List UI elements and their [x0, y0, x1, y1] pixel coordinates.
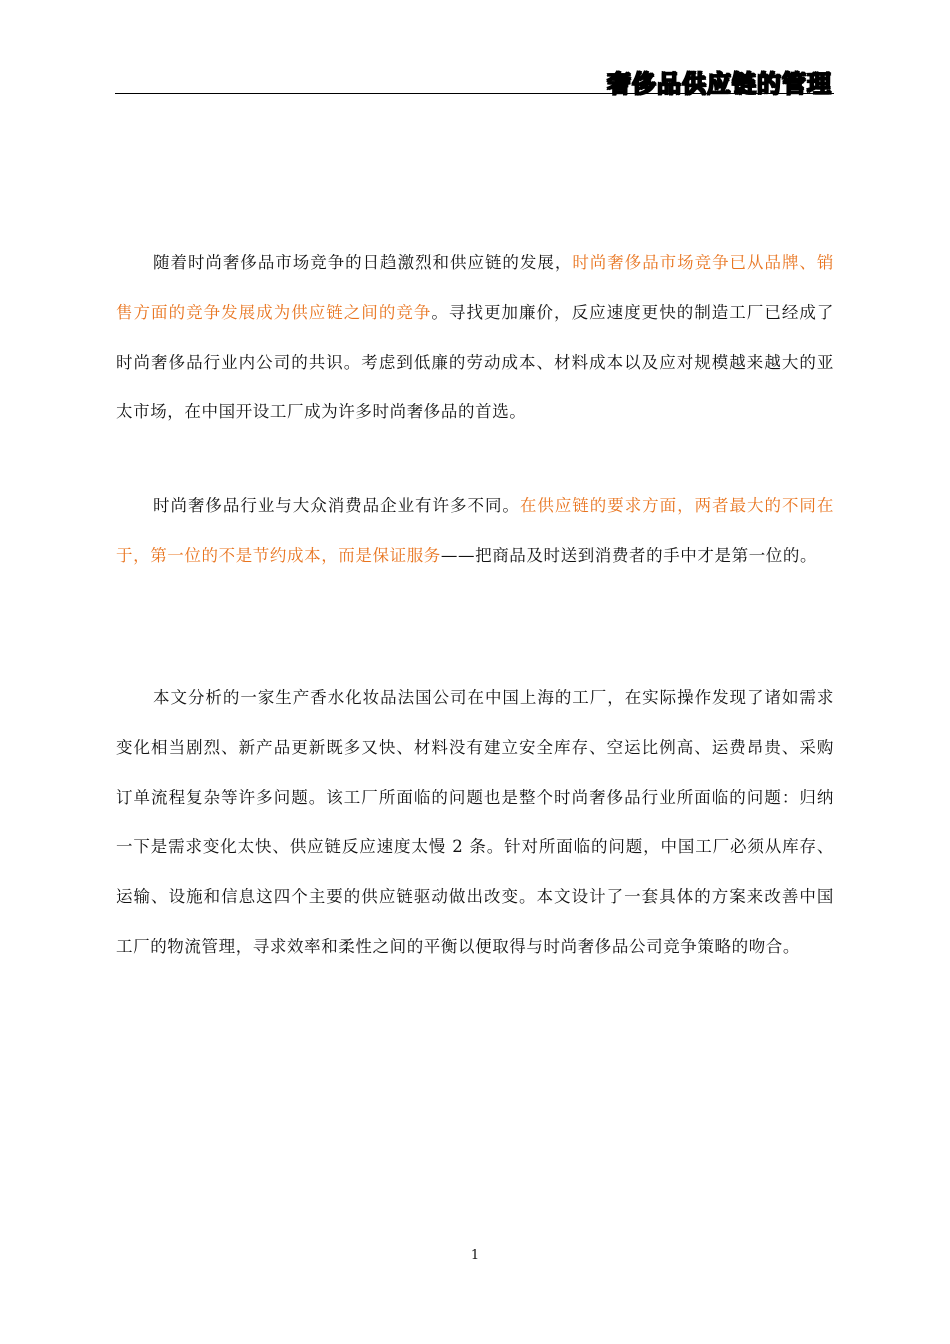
paragraph-3-text: 本文分析的一家生产香水化妆品法国公司在中国上海的工厂，在实际操作发现了诸如需求变化相当剧烈、新产品更新既多又快、材料没有建立安全库存、空运比例高、运费昂贵、采购订单流程复杂等许多问题。该工厂所面临的问题也是整个时尚奢侈品行业所面临的问题：归纳一下是需求变化太快、供应链反应速度太慢 2 条。针对所面临的问题，中国工厂必须从库存、运输、设施和信息这四个主要的供应链驱动做出改变。本文设计了一套具体的方案来改善中国工厂的物流管理，寻求效率和柔性之间的平衡以便取得与时尚奢侈品公司竞争策略的吻合。 [116, 688, 834, 956]
header-title: 奢侈品供应链的管理 [607, 70, 832, 98]
paragraph-1-text-end: 。寻找更加廉价，反应速度更快的制造工厂已经成了时尚奢侈品行业内公司的共识。考虑到低廉的劳动成本、材料成本以及应对规模越来越大的亚太市场，在中国开设工厂成为许多时尚奢侈品的首选。 [116, 302, 834, 422]
header-divider [115, 93, 834, 94]
paragraph-2-highlight: 在供应链的要求方面，两者最大的不同在于，第一位的不是节约成本，而是保证服务 [116, 496, 834, 565]
paragraph-3 [116, 673, 834, 972]
paragraph-1-text-start: 随着时尚奢侈品市场竞争的日趋激烈和供应链的发展， [153, 253, 573, 272]
paragraph-2-text-end: ——把商品及时送到消费者的手中才是第一位的。 [440, 545, 818, 565]
paragraph-2-text-start: 时尚奢侈品行业与大众消费品企业有许多不同。 [153, 496, 520, 515]
paragraph-2 [116, 481, 834, 581]
paragraph-1 [116, 238, 834, 437]
page-number: 1 [470, 1248, 480, 1263]
paragraph-1-highlight: 时尚奢侈品市场竞争已从品牌、销售方面的竞争发展成为供应链之间的竞争 [116, 253, 835, 322]
